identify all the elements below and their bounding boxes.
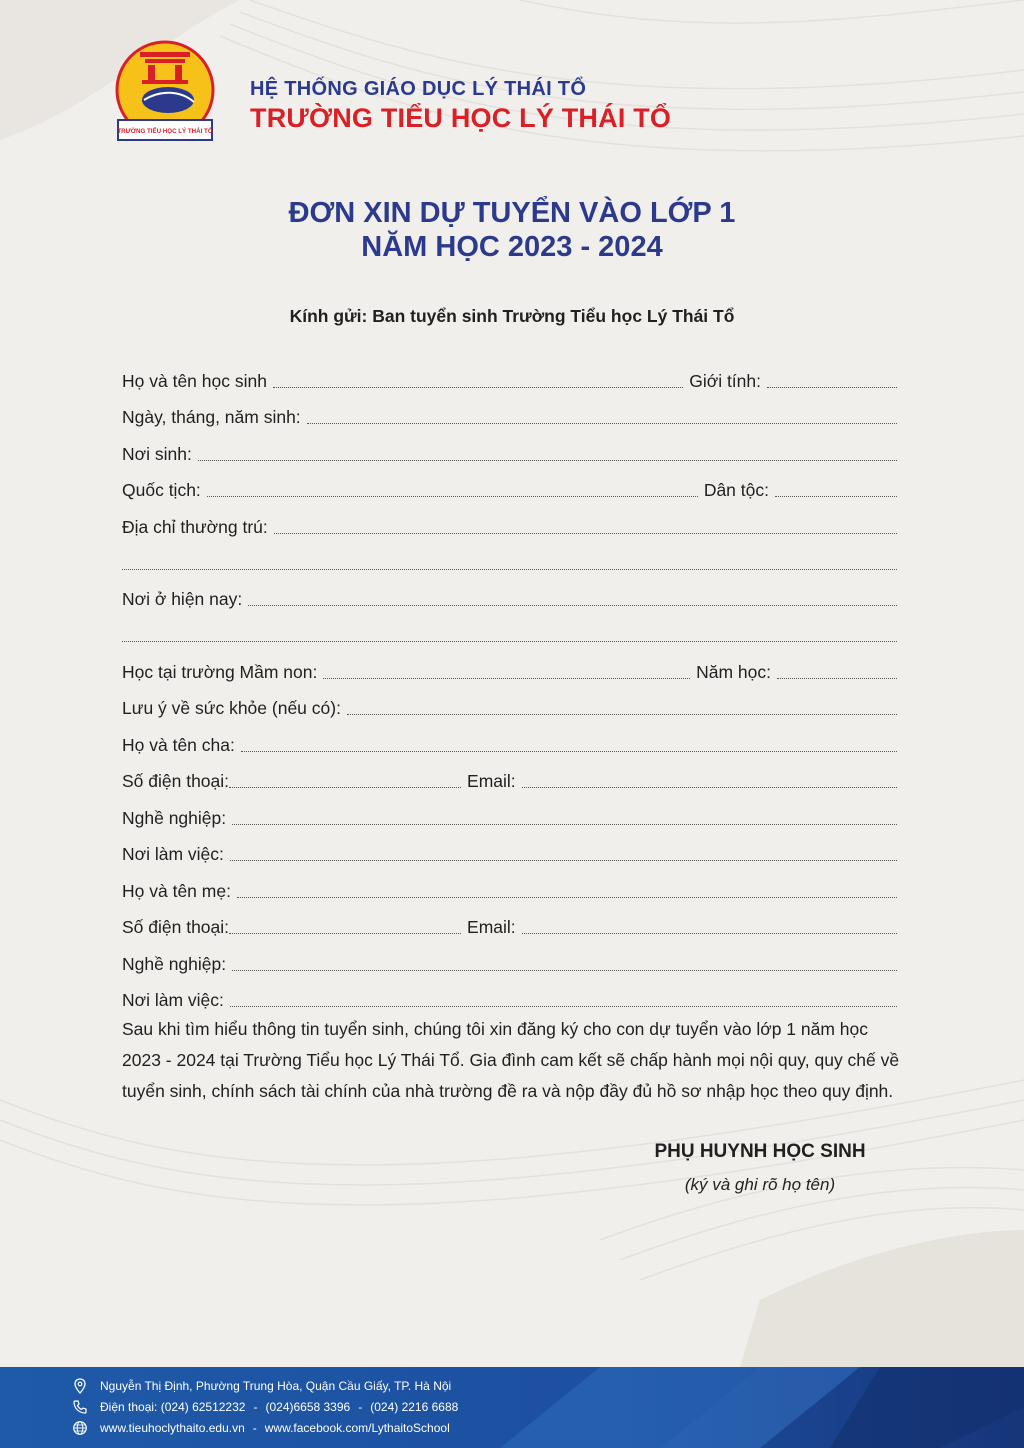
field-mother-phone[interactable] <box>229 933 461 934</box>
field-father-phone[interactable] <box>229 787 461 788</box>
footer-phone-line <box>72 1396 458 1417</box>
row-mother-contact <box>122 902 897 939</box>
footer-separator: - <box>358 1399 363 1414</box>
field-gender[interactable] <box>767 387 897 388</box>
footer-separator: - <box>253 1399 258 1414</box>
row-permanent-address-cont <box>122 538 897 574</box>
globe-icon <box>72 1420 88 1436</box>
field-father-occupation[interactable] <box>232 824 897 825</box>
label-ethnicity: Dân tộc: <box>703 480 769 500</box>
label-kindergarten: Học tại trường Mầm non: <box>122 661 318 682</box>
row-kindergarten <box>122 646 897 683</box>
row-father-occupation <box>122 792 897 829</box>
row-mother-workplace <box>122 975 897 1012</box>
footer-facebook-link[interactable]: www.facebook.com/LythaitoSchool <box>264 1420 450 1435</box>
signature-block <box>620 1141 900 1195</box>
row-mother-name <box>122 865 897 902</box>
row-dob <box>122 392 897 429</box>
label-gender: Giới tính: <box>689 370 761 391</box>
footer-phone-1: (024) 62512232 <box>160 1399 246 1414</box>
signature-title: PHỤ HUYNH HỌC SINH <box>654 1141 866 1162</box>
footer-contact <box>72 1375 458 1438</box>
row-mother-occupation <box>122 938 897 975</box>
signature-note: (ký và ghi rõ họ tên) <box>684 1175 836 1194</box>
application-form <box>122 355 897 1011</box>
row-father-workplace <box>122 829 897 866</box>
phone-icon <box>72 1399 88 1415</box>
field-current-address[interactable] <box>248 605 897 606</box>
row-permanent-address <box>122 501 897 538</box>
field-mother-workplace[interactable] <box>230 1006 897 1007</box>
commitment-paragraph: Sau khi tìm hiểu thông tin tuyển sinh, chúng tôi xin đăng ký cho con dự tuyển vào lớp 1 năm học 2023 - 2024 tại Trường Tiểu học Lý Thái Tổ. Gia đình cam kết sẽ chấp hành mọi nội quy, quy chế về tuyển sinh, chính sách tài chính của nhà trường đề ra và nộp đầy đủ hồ sơ nhập học theo quy định. <box>122 1019 900 1101</box>
field-mother-name[interactable] <box>237 897 897 898</box>
label-mother-workplace: Nơi làm việc: <box>122 990 224 1010</box>
row-current-address <box>122 574 897 611</box>
footer-separator: - <box>252 1420 257 1435</box>
logo-text: TRƯỜNG TIỂU HỌC LÝ THÁI TỔ <box>117 128 213 135</box>
footer-phone-3: (024) 2216 6688 <box>370 1399 459 1414</box>
label-student-name: Họ và tên học sinh <box>122 370 267 391</box>
label-school-year: Năm học: <box>696 661 771 682</box>
label-mother-email: Email: <box>467 917 516 937</box>
footer-phone-label: Điện thoại: <box>100 1399 158 1414</box>
label-father-occupation: Nghề nghiệp: <box>122 807 227 828</box>
footer-website-link[interactable]: www.tieuhoclythaito.edu.vn <box>100 1420 245 1435</box>
field-school-year[interactable] <box>777 678 897 679</box>
school-logo <box>110 40 220 150</box>
addressee: Kính gửi: Ban tuyển sinh Trường Tiểu học Lý Thái Tổ <box>289 306 735 326</box>
label-father-email: Email: <box>467 771 516 791</box>
label-dob: Ngày, tháng, năm sinh: <box>122 407 301 427</box>
row-student-name <box>122 355 897 392</box>
field-current-address-line2[interactable] <box>122 641 897 642</box>
footer <box>0 1367 1024 1448</box>
school-name: TRƯỜNG TIỂU HỌC LÝ THÁI TỔ <box>250 103 672 133</box>
title-line-2: NĂM HỌC 2023 - 2024 <box>361 231 663 263</box>
field-birthplace[interactable] <box>198 460 897 461</box>
field-father-name[interactable] <box>241 751 897 752</box>
title-line-1: ĐƠN XIN DỰ TUYỂN VÀO LỚP 1 <box>288 197 736 229</box>
row-health-note <box>122 683 897 720</box>
system-name: HỆ THỐNG GIÁO DỤC LÝ THÁI TỔ <box>250 78 587 100</box>
location-pin-icon <box>72 1378 88 1394</box>
field-mother-email[interactable] <box>522 933 897 934</box>
field-father-workplace[interactable] <box>230 860 897 861</box>
field-ethnicity[interactable] <box>775 496 897 497</box>
field-student-name[interactable] <box>273 387 683 388</box>
field-permanent-address-line2[interactable] <box>122 569 897 570</box>
row-father-name <box>122 719 897 756</box>
label-mother-name: Họ và tên mẹ: <box>122 880 231 901</box>
label-current-address: Nơi ở hiện nay: <box>122 589 243 609</box>
field-kindergarten[interactable] <box>323 678 690 679</box>
document-title <box>0 196 1024 264</box>
label-birthplace: Nơi sinh: <box>122 443 192 464</box>
label-mother-phone: Số điện thoại: <box>122 917 230 937</box>
field-nationality[interactable] <box>207 496 698 497</box>
row-nationality <box>122 465 897 502</box>
label-mother-occupation: Nghề nghiệp: <box>122 953 227 974</box>
label-nationality: Quốc tịch: <box>122 480 201 500</box>
field-father-email[interactable] <box>522 787 897 788</box>
label-father-name: Họ và tên cha: <box>122 734 235 755</box>
row-birthplace <box>122 428 897 465</box>
row-current-address-cont <box>122 610 897 646</box>
field-dob[interactable] <box>307 423 897 424</box>
footer-web-line <box>72 1417 458 1438</box>
footer-address-line <box>72 1375 458 1396</box>
footer-address: Nguyễn Thị Định, Phường Trung Hòa, Quận Cầu Giấy, TP. Hà Nội <box>100 1378 452 1393</box>
label-father-phone: Số điện thoại: <box>122 771 230 791</box>
school-brand <box>250 78 671 134</box>
footer-phone-2: (024)6658 3396 <box>265 1399 351 1414</box>
label-health-note: Lưu ý về sức khỏe (nếu có): <box>122 698 341 718</box>
field-health-note[interactable] <box>347 714 897 715</box>
field-permanent-address[interactable] <box>274 533 897 534</box>
row-father-contact <box>122 756 897 793</box>
field-mother-occupation[interactable] <box>232 970 897 971</box>
label-permanent-address: Địa chỉ thường trú: <box>122 516 268 537</box>
label-father-workplace: Nơi làm việc: <box>122 844 224 864</box>
